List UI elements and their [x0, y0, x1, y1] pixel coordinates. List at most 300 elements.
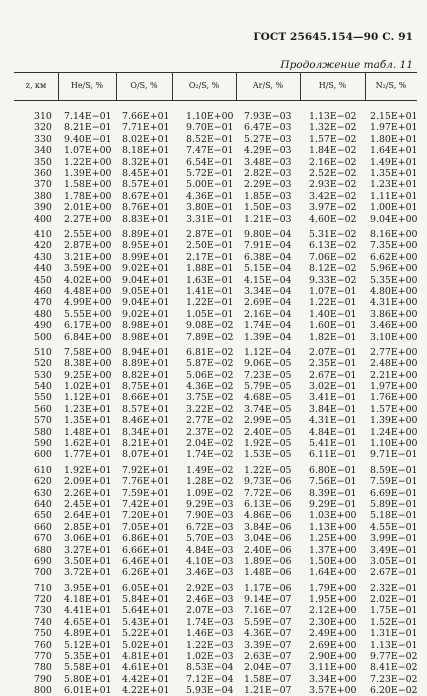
table-row [0, 358, 427, 369]
ar-cell: 3.34E−04 [244, 285, 292, 297]
o2-cell: 3.46E−03 [186, 567, 234, 579]
n2-cell: 1.76E+00 [370, 392, 418, 404]
n2-cell: 1.97E+00 [370, 381, 418, 392]
o-cell: 8.46E+01 [122, 415, 170, 427]
o2-cell: 7.12E−04 [186, 673, 234, 685]
table-row [0, 404, 427, 415]
o2-cell: 9.29E−03 [186, 498, 234, 510]
h-cell: 1.79E+00 [309, 582, 357, 594]
o-cell: 8.76E+01 [122, 202, 170, 214]
table-row [0, 275, 427, 286]
table-continuation-label: Продолжение табл. 11 [280, 59, 413, 71]
o2-cell: 1.28E−02 [186, 476, 234, 488]
h-cell: 5.41E−01 [309, 438, 357, 449]
ar-cell: 9.06E−05 [244, 358, 292, 370]
o-cell: 9.04E+01 [122, 274, 170, 286]
o-cell: 5.84E+01 [122, 594, 170, 605]
h-cell: 1.13E+00 [309, 521, 357, 533]
n2-cell: 6.20E−02 [370, 685, 418, 696]
o-cell: 8.89E+01 [122, 358, 170, 370]
table-row [0, 297, 427, 308]
ar-cell: 4.36E−07 [244, 628, 292, 640]
he-cell: 5.35E+01 [64, 651, 112, 662]
o-cell: 7.92E+01 [122, 464, 170, 476]
o-cell: 7.42E+01 [122, 498, 170, 510]
o2-cell: 1.41E−01 [186, 285, 234, 297]
altitude-cell: 550 [34, 392, 52, 404]
table-row [0, 438, 427, 449]
o2-cell: 5.00E−01 [186, 179, 234, 191]
he-cell: 1.62E+01 [64, 438, 112, 449]
altitude-cell: 480 [34, 308, 52, 320]
o2-cell: 1.10E+00 [186, 111, 234, 122]
n2-cell: 1.57E+00 [370, 403, 418, 415]
altitude-cell: 690 [34, 555, 52, 567]
h-cell: 1.32E−02 [309, 122, 357, 134]
n2-cell: 3.86E+00 [370, 308, 418, 320]
table-row [0, 522, 427, 533]
he-cell: 1.02E+01 [64, 381, 112, 392]
altitude-cell: 400 [34, 213, 52, 225]
h-cell: 2.07E−01 [309, 346, 357, 358]
altitude-cell: 670 [34, 533, 52, 545]
he-cell: 7.58E+00 [64, 346, 112, 358]
table-row [0, 191, 427, 202]
table-row [0, 651, 427, 662]
altitude-cell: 640 [34, 498, 52, 510]
o-cell: 6.05E+01 [122, 582, 170, 594]
n2-cell: 8.16E+00 [370, 228, 418, 240]
o2-cell: 8.53E−04 [186, 662, 234, 674]
n2-cell: 3.99E−01 [370, 533, 418, 545]
table-row [0, 370, 427, 381]
altitude-cell: 610 [34, 464, 52, 476]
ar-cell: 2.82E−03 [244, 168, 292, 179]
o2-cell: 8.52E−01 [186, 133, 234, 145]
o2-cell: 9.70E−01 [186, 122, 234, 134]
n2-cell: 9.71E−01 [370, 449, 418, 461]
n2-cell: 4.55E−01 [370, 521, 418, 533]
ar-cell: 3.74E−05 [244, 403, 292, 415]
n2-cell: 1.24E+00 [370, 426, 418, 438]
table-header-rule [14, 100, 417, 101]
o2-cell: 3.80E−01 [186, 202, 234, 214]
altitude-cell: 560 [34, 403, 52, 415]
ar-cell: 3.39E−07 [244, 639, 292, 651]
table-row [0, 488, 427, 499]
he-cell: 5.58E+01 [64, 662, 112, 674]
n2-cell: 3.49E−01 [370, 544, 418, 556]
ar-cell: 7.23E−05 [244, 369, 292, 381]
table-row [0, 427, 427, 438]
o-cell: 5.64E+01 [122, 605, 170, 617]
table-row [0, 594, 427, 605]
h-cell: 3.41E−01 [309, 392, 357, 404]
ar-cell: 1.53E−05 [244, 449, 292, 461]
o2-cell: 5.70E−03 [186, 533, 234, 545]
ar-cell: 1.50E−03 [244, 202, 292, 214]
altitude-cell: 520 [34, 358, 52, 370]
he-cell: 6.17E+00 [64, 320, 112, 332]
ar-cell: 1.58E−07 [244, 673, 292, 685]
n2-cell: 8.41E−02 [370, 662, 418, 674]
altitude-cell: 630 [34, 487, 52, 499]
he-cell: 1.77E+01 [64, 449, 112, 461]
altitude-cell: 310 [34, 111, 52, 122]
n2-cell: 2.32E−01 [370, 582, 418, 594]
h-cell: 2.69E+00 [309, 639, 357, 651]
o-cell: 8.02E+01 [122, 133, 170, 145]
table-row [0, 567, 427, 578]
table-row [0, 202, 427, 213]
altitude-cell: 340 [34, 145, 52, 157]
o2-cell: 2.37E−02 [186, 426, 234, 438]
o2-cell: 1.22E−03 [186, 639, 234, 651]
altitude-cell: 530 [34, 369, 52, 381]
o2-cell: 7.90E−03 [186, 510, 234, 522]
o-cell: 8.67E+01 [122, 190, 170, 202]
altitude-cell: 790 [34, 673, 52, 685]
ar-cell: 4.68E−05 [244, 392, 292, 404]
ar-cell: 5.59E−07 [244, 616, 292, 628]
h-cell: 2.49E+00 [309, 628, 357, 640]
table-row [0, 145, 427, 156]
ar-cell: 1.12E−04 [244, 346, 292, 358]
ar-cell: 7.93E−03 [244, 111, 292, 122]
table-row [0, 111, 427, 122]
n2-cell: 1.49E+01 [370, 156, 418, 168]
table-row [0, 214, 427, 225]
altitude-cell: 770 [34, 651, 52, 662]
n2-cell: 4.31E+00 [370, 297, 418, 309]
ar-cell: 2.16E−04 [244, 308, 292, 320]
he-cell: 9.25E+00 [64, 369, 112, 381]
o-cell: 7.76E+01 [122, 476, 170, 488]
he-cell: 2.09E+01 [64, 476, 112, 488]
table-row [0, 685, 427, 696]
ar-cell: 3.04E−06 [244, 533, 292, 545]
o2-cell: 3.22E−02 [186, 403, 234, 415]
o-cell: 9.02E+01 [122, 308, 170, 320]
n2-cell: 3.10E+00 [370, 331, 418, 343]
altitude-cell: 570 [34, 415, 52, 427]
column-header-o: O/S, % [130, 81, 158, 90]
ar-cell: 3.48E−03 [244, 156, 292, 168]
ar-cell: 6.47E−03 [244, 122, 292, 134]
h-cell: 1.07E−01 [309, 285, 357, 297]
table-row [0, 499, 427, 510]
o-cell: 6.66E+01 [122, 544, 170, 556]
h-cell: 1.57E−02 [309, 133, 357, 145]
o2-cell: 2.17E−01 [186, 251, 234, 263]
altitude-cell: 730 [34, 605, 52, 617]
he-cell: 4.41E+01 [64, 605, 112, 617]
o-cell: 4.81E+01 [122, 651, 170, 662]
ar-cell: 2.69E−04 [244, 297, 292, 309]
he-cell: 7.14E−01 [64, 111, 112, 122]
n2-cell: 1.39E+00 [370, 415, 418, 427]
o2-cell: 1.49E−02 [186, 464, 234, 476]
table-row [0, 122, 427, 133]
altitude-cell: 360 [34, 168, 52, 179]
o2-cell: 1.05E−01 [186, 308, 234, 320]
he-cell: 2.01E+00 [64, 202, 112, 214]
he-cell: 5.12E+01 [64, 639, 112, 651]
o2-cell: 6.81E−02 [186, 346, 234, 358]
he-cell: 4.89E+01 [64, 628, 112, 640]
altitude-cell: 750 [34, 628, 52, 640]
ar-cell: 6.38E−04 [244, 251, 292, 263]
table-row [0, 320, 427, 331]
n2-cell: 2.77E+00 [370, 346, 418, 358]
h-cell: 1.64E+00 [309, 567, 357, 579]
o2-cell: 1.22E−01 [186, 297, 234, 309]
h-cell: 4.84E−01 [309, 426, 357, 438]
table-row [0, 157, 427, 168]
o-cell: 8.82E+01 [122, 369, 170, 381]
ar-cell: 6.13E−06 [244, 498, 292, 510]
altitude-cell: 650 [34, 510, 52, 522]
table-row [0, 134, 427, 145]
ar-cell: 2.04E−07 [244, 662, 292, 674]
he-cell: 1.39E+00 [64, 168, 112, 179]
o2-cell: 2.46E−03 [186, 594, 234, 605]
o2-cell: 1.46E−03 [186, 628, 234, 640]
n2-cell: 1.64E+01 [370, 145, 418, 157]
table-row [0, 465, 427, 476]
ar-cell: 9.80E−04 [244, 228, 292, 240]
n2-cell: 1.80E+01 [370, 133, 418, 145]
altitude-cell: 470 [34, 297, 52, 309]
n2-cell: 4.80E+00 [370, 285, 418, 297]
o2-cell: 6.54E−01 [186, 156, 234, 168]
h-cell: 3.57E+00 [309, 685, 357, 696]
o-cell: 8.89E+01 [122, 228, 170, 240]
ar-cell: 1.39E−04 [244, 331, 292, 343]
h-cell: 7.06E−02 [309, 251, 357, 263]
h-cell: 2.16E−02 [309, 156, 357, 168]
table-row [0, 415, 427, 426]
h-cell: 8.12E−02 [309, 263, 357, 275]
table-row [0, 583, 427, 594]
ar-cell: 2.99E−05 [244, 415, 292, 427]
n2-cell: 1.23E+01 [370, 179, 418, 191]
ar-cell: 7.91E−04 [244, 240, 292, 252]
he-cell: 4.02E+00 [64, 274, 112, 286]
n2-cell: 2.67E−01 [370, 567, 418, 579]
o2-cell: 1.63E−01 [186, 274, 234, 286]
o-cell: 6.26E+01 [122, 567, 170, 579]
he-cell: 8.38E+00 [64, 358, 112, 370]
ar-cell: 1.89E−06 [244, 555, 292, 567]
n2-cell: 9.77E−02 [370, 651, 418, 662]
he-cell: 1.22E+00 [64, 156, 112, 168]
column-header-n2: N₂/S, % [375, 81, 407, 90]
he-cell: 4.65E+01 [64, 616, 112, 628]
h-cell: 1.84E−02 [309, 145, 357, 157]
he-cell: 3.21E+00 [64, 251, 112, 263]
o2-cell: 3.75E−02 [186, 392, 234, 404]
table-row [0, 332, 427, 343]
n2-cell: 5.96E+00 [370, 263, 418, 275]
ar-cell: 2.29E−03 [244, 179, 292, 191]
ar-cell: 4.15E−04 [244, 274, 292, 286]
o-cell: 7.20E+01 [122, 510, 170, 522]
o-cell: 8.45E+01 [122, 168, 170, 179]
h-cell: 7.56E−01 [309, 476, 357, 488]
table-row [0, 286, 427, 297]
n2-cell: 1.75E−01 [370, 605, 418, 617]
he-cell: 3.50E+01 [64, 555, 112, 567]
he-cell: 3.59E+00 [64, 263, 112, 275]
he-cell: 8.21E−01 [64, 122, 112, 134]
column-header-he: He/S, % [70, 81, 104, 90]
he-cell: 6.84E+00 [64, 331, 112, 343]
altitude-cell: 600 [34, 449, 52, 461]
he-cell: 4.99E+00 [64, 297, 112, 309]
table-row [0, 240, 427, 251]
h-cell: 9.29E−01 [309, 498, 357, 510]
o-cell: 8.83E+01 [122, 213, 170, 225]
table-row [0, 263, 427, 274]
table-row [0, 510, 427, 521]
o2-cell: 2.04E−02 [186, 438, 234, 449]
ar-cell: 7.72E−06 [244, 487, 292, 499]
table-row [0, 545, 427, 556]
altitude-cell: 740 [34, 616, 52, 628]
h-cell: 6.13E−02 [309, 240, 357, 252]
o-cell: 4.61E+01 [122, 662, 170, 674]
n2-cell: 8.59E−01 [370, 464, 418, 476]
column-header-altitude: z, км [25, 81, 47, 90]
o2-cell: 1.09E−02 [186, 487, 234, 499]
altitude-cell: 450 [34, 274, 52, 286]
o2-cell: 1.88E−01 [186, 263, 234, 275]
o-cell: 9.05E+01 [122, 285, 170, 297]
column-header-ar: Ar/S, % [252, 81, 284, 90]
he-cell: 2.64E+01 [64, 510, 112, 522]
table-row [0, 556, 427, 567]
table-row [0, 640, 427, 651]
altitude-cell: 490 [34, 320, 52, 332]
o-cell: 8.21E+01 [122, 438, 170, 449]
h-cell: 1.22E−01 [309, 297, 357, 309]
n2-cell: 1.13E−01 [370, 639, 418, 651]
n2-cell: 2.21E+00 [370, 369, 418, 381]
o-cell: 8.07E+01 [122, 449, 170, 461]
n2-cell: 6.62E+00 [370, 251, 418, 263]
h-cell: 3.02E−01 [309, 381, 357, 392]
n2-cell: 6.69E−01 [370, 487, 418, 499]
he-cell: 1.92E+01 [64, 464, 112, 476]
altitude-cell: 680 [34, 544, 52, 556]
he-cell: 3.95E+01 [64, 582, 112, 594]
page-header: ГОСТ 25645.154—90 С. 91 [253, 31, 413, 43]
o2-cell: 5.72E−01 [186, 168, 234, 179]
h-cell: 3.34E+00 [309, 673, 357, 685]
ar-cell: 7.16E−07 [244, 605, 292, 617]
h-cell: 3.97E−02 [309, 202, 357, 214]
n2-cell: 1.10E+00 [370, 438, 418, 449]
altitude-cell: 420 [34, 240, 52, 252]
he-cell: 3.27E+01 [64, 544, 112, 556]
h-cell: 4.31E−01 [309, 415, 357, 427]
n2-cell: 1.97E+01 [370, 122, 418, 134]
he-cell: 9.40E−01 [64, 133, 112, 145]
o-cell: 8.75E+01 [122, 381, 170, 392]
table-row [0, 168, 427, 179]
h-cell: 1.82E−01 [309, 331, 357, 343]
h-cell: 2.35E−01 [309, 358, 357, 370]
column-header-h: H/S, % [318, 81, 347, 90]
he-cell: 3.72E+01 [64, 567, 112, 579]
h-cell: 4.60E−02 [309, 213, 357, 225]
he-cell: 1.78E+00 [64, 190, 112, 202]
h-cell: 3.11E+00 [309, 662, 357, 674]
he-cell: 6.01E+01 [64, 685, 112, 696]
o-cell: 8.18E+01 [122, 145, 170, 157]
altitude-cell: 780 [34, 662, 52, 674]
he-cell: 2.26E+01 [64, 487, 112, 499]
table-row [0, 392, 427, 403]
o-cell: 8.57E+01 [122, 179, 170, 191]
n2-cell: 5.35E+00 [370, 274, 418, 286]
he-cell: 1.48E+01 [64, 426, 112, 438]
ar-cell: 5.27E−03 [244, 133, 292, 145]
n2-cell: 7.59E−01 [370, 476, 418, 488]
he-cell: 4.18E+01 [64, 594, 112, 605]
he-cell: 2.85E+01 [64, 521, 112, 533]
ar-cell: 1.22E−05 [244, 464, 292, 476]
n2-cell: 2.48E+00 [370, 358, 418, 370]
altitude-cell: 510 [34, 346, 52, 358]
o2-cell: 7.89E−02 [186, 331, 234, 343]
h-cell: 2.90E+00 [309, 651, 357, 662]
ar-cell: 4.86E−06 [244, 510, 292, 522]
n2-cell: 7.23E−02 [370, 673, 418, 685]
n2-cell: 9.04E+00 [370, 213, 418, 225]
ar-cell: 4.29E−03 [244, 145, 292, 157]
n2-cell: 1.11E+01 [370, 190, 418, 202]
o-cell: 7.05E+01 [122, 521, 170, 533]
h-cell: 1.95E+00 [309, 594, 357, 605]
ar-cell: 1.74E−04 [244, 320, 292, 332]
o2-cell: 4.36E−01 [186, 190, 234, 202]
n2-cell: 2.02E−01 [370, 594, 418, 605]
table-row [0, 533, 427, 544]
o-cell: 7.66E+01 [122, 111, 170, 122]
he-cell: 1.23E+01 [64, 403, 112, 415]
he-cell: 5.80E+01 [64, 673, 112, 685]
he-cell: 2.55E+00 [64, 228, 112, 240]
altitude-cell: 660 [34, 521, 52, 533]
o-cell: 8.99E+01 [122, 251, 170, 263]
ar-cell: 5.15E−04 [244, 263, 292, 275]
table-row [0, 179, 427, 190]
o-cell: 7.71E+01 [122, 122, 170, 134]
h-cell: 1.50E+00 [309, 555, 357, 567]
altitude-cell: 330 [34, 133, 52, 145]
o2-cell: 4.84E−03 [186, 544, 234, 556]
altitude-cell: 380 [34, 190, 52, 202]
ar-cell: 1.48E−06 [244, 567, 292, 579]
altitude-cell: 390 [34, 202, 52, 214]
altitude-cell: 720 [34, 594, 52, 605]
altitude-cell: 440 [34, 263, 52, 275]
table-row [0, 449, 427, 460]
he-cell: 3.06E+01 [64, 533, 112, 545]
h-cell: 1.60E−01 [309, 320, 357, 332]
